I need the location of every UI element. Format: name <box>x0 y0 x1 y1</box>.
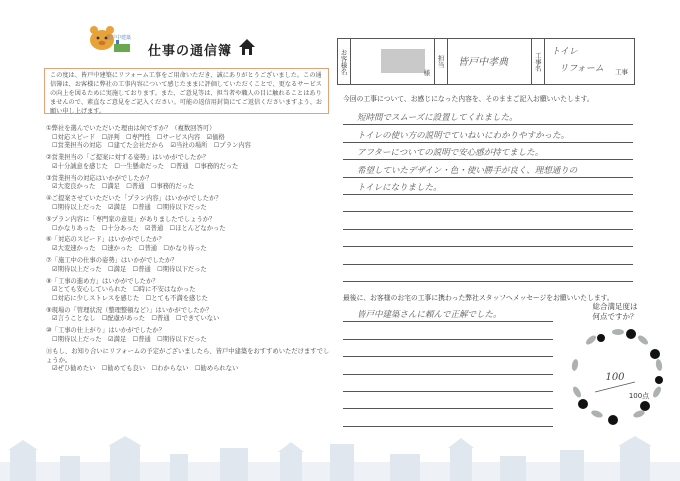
question-item <box>46 175 331 192</box>
question-text: ⑪もし、お知り合いにリフォームの予定がございましたら、皆戸中建築をおすすめいただけますでしょうか。 <box>46 347 330 364</box>
staff-label: 担当 <box>435 39 448 84</box>
question-item <box>46 154 331 171</box>
feedback-prompt: 今回の工事について、お感じになった内容を、そのままご記入お願いいたします。 <box>343 95 594 103</box>
answer-options[interactable]: ☑とても安心していられた ☐時に不安はなかった <box>52 286 196 294</box>
question-item <box>46 257 331 274</box>
question-text: ②営業担当の「ご提案に対する姿勢」はいかがでしたか？ <box>46 154 210 162</box>
redacted-name <box>381 49 425 73</box>
question-text: ③営業担当の対応はいかがでしたか？ <box>46 174 153 182</box>
score-max: 100点 <box>628 392 650 400</box>
work-label: 工事名 <box>532 39 545 84</box>
work-cell <box>545 39 634 84</box>
question-item <box>46 278 331 304</box>
score-question: 総合満足度は 何点ですか？ <box>592 302 638 321</box>
customer-info-box <box>337 38 635 85</box>
feedback-line: トイレになりました。 <box>343 178 633 195</box>
question-list <box>46 125 331 377</box>
feedback-line <box>343 230 633 247</box>
question-item <box>46 348 331 374</box>
staff-value: 皆戸中孝典 <box>458 57 509 68</box>
question-text: ⑥「対応のスピード」はいかがでしたか？ <box>46 236 165 244</box>
customer-name-cell <box>351 39 435 84</box>
question-text: ⑤プラン内容に「専門家の意見」がありましたでしょうか？ <box>46 215 216 223</box>
feedback-line: 希望していたデザイン・色・使い勝手が良く、理想通りの <box>343 160 633 177</box>
message-line: 皆戸中建築さんに頼んで正解でした。 <box>343 305 553 322</box>
question-item <box>46 236 331 253</box>
staff-cell <box>448 39 532 84</box>
feedback-line: 短時間でスムーズに設置してくれました。 <box>343 108 633 125</box>
answer-options[interactable]: ☐対応に少しストレスを感じた ☐とても不満を感じた <box>52 294 208 302</box>
feedback-line <box>343 195 633 212</box>
answer-options[interactable]: ☐営業担当の対応 ☐建てた会社だから ☑当社の場所 ☐プラン内容 <box>52 142 251 150</box>
customer-name-label: お客様名 <box>338 39 351 84</box>
message-lines <box>343 305 553 427</box>
message-line <box>343 409 553 426</box>
question-item <box>46 307 331 324</box>
question-text: ①弊社を選んでいただいた理由は何ですか？（複数回答可） <box>46 125 216 132</box>
work-value-1: トイレ <box>551 47 578 57</box>
feedback-lines <box>343 108 633 282</box>
work-value-2: リフォーム <box>559 64 604 74</box>
message-prompt: 最後に、お客様のお宅の工事に携わった弊社スタッフへメッセージをお願いいたします。 <box>343 294 614 302</box>
score-wreath <box>563 320 673 430</box>
question-text: ④ご提案させていただいた「プラン内容」はいかがでしたか？ <box>46 195 222 203</box>
score-value: 100 <box>605 372 625 383</box>
message-line <box>343 322 553 339</box>
feedback-line <box>343 212 633 229</box>
question-item <box>46 195 331 212</box>
page-title: 仕事の通信簿 <box>148 44 233 59</box>
answer-options[interactable]: ☑大変速かった ☐速かった ☐普通 ☐かなり待った <box>52 245 207 253</box>
question-text: ⑧「工事の進め方」はいかがでしたか？ <box>46 277 159 285</box>
message-line <box>343 392 553 409</box>
question-text: ⑦「施工中の仕事の姿勢」はいかがでしたか？ <box>46 257 178 265</box>
work-suffix: 工事 <box>615 68 628 76</box>
question-text: ⑨現場の「管理状況（整理整頓など）」はいかがでしたか？ <box>46 306 213 314</box>
answer-options[interactable]: ☑大変良かった ☐満足 ☐普通 ☐事務的だった <box>52 183 195 191</box>
answer-options[interactable]: ☑ぜひ勧めたい ☐勧めても良い ☐わからない ☐勧められない <box>52 365 239 373</box>
feedback-line <box>343 247 633 264</box>
answer-options[interactable]: ☑十分誠意を感じた ☐一生懸命だった ☐普通 ☐事務的だった <box>52 162 239 170</box>
feedback-line <box>343 265 633 282</box>
brand-name: 菅戸中建築 <box>106 35 132 41</box>
message-line <box>343 340 553 357</box>
name-suffix: 様 <box>423 69 431 77</box>
question-item <box>46 327 331 344</box>
answer-options[interactable]: ☐対応スピード ☐評判 ☐専門性 ☐サービス内容 ☑価格 <box>52 133 225 141</box>
message-line <box>343 357 553 374</box>
town-skyline-decoration <box>0 432 680 481</box>
question-text: ⑩「工事の仕上がり」はいかがでしたか？ <box>46 327 165 335</box>
answer-options[interactable]: ☑期待以上だった ☐満足 ☐普通 ☐期待以下だった <box>52 265 207 273</box>
feedback-line: トイレの使い方の説明でていねいにわかりやすかった。 <box>343 125 633 142</box>
house-icon <box>238 38 256 56</box>
answer-options[interactable]: ☐期待以上だった ☑満足 ☐普通 ☐期待以下だった <box>52 203 207 211</box>
answer-options[interactable]: ☑言うことなし ☐配慮があった ☐普通 ☐できていない <box>52 315 220 323</box>
message-line <box>343 375 553 392</box>
question-item <box>46 216 331 233</box>
feedback-line: アフターについての説明で安心感が持てました。 <box>343 143 633 160</box>
question-item <box>46 125 331 151</box>
answer-options[interactable]: ☐かなりあった ☐十分あった ☑普通 ☐ほとんどなかった <box>52 224 226 232</box>
answer-options[interactable]: ☐期待以上だった ☑満足 ☐普通 ☐期待以下だった <box>52 335 207 343</box>
intro-text: この度は、皆戸中建築にリフォーム工事をご用命いただき、誠にありがとうございました。この通信簿は、お客様に弊社の工事内容について感じたままに評価していただくことで、更なるサービスの向上を図るために実施しております。また、ご意見等は、担当者や職人の目に触れることはありませんので、素直なご意見をご記入ください。可能の返信用封筒にてご返信くださいますよう、お願い申し上げます。 <box>44 68 329 114</box>
